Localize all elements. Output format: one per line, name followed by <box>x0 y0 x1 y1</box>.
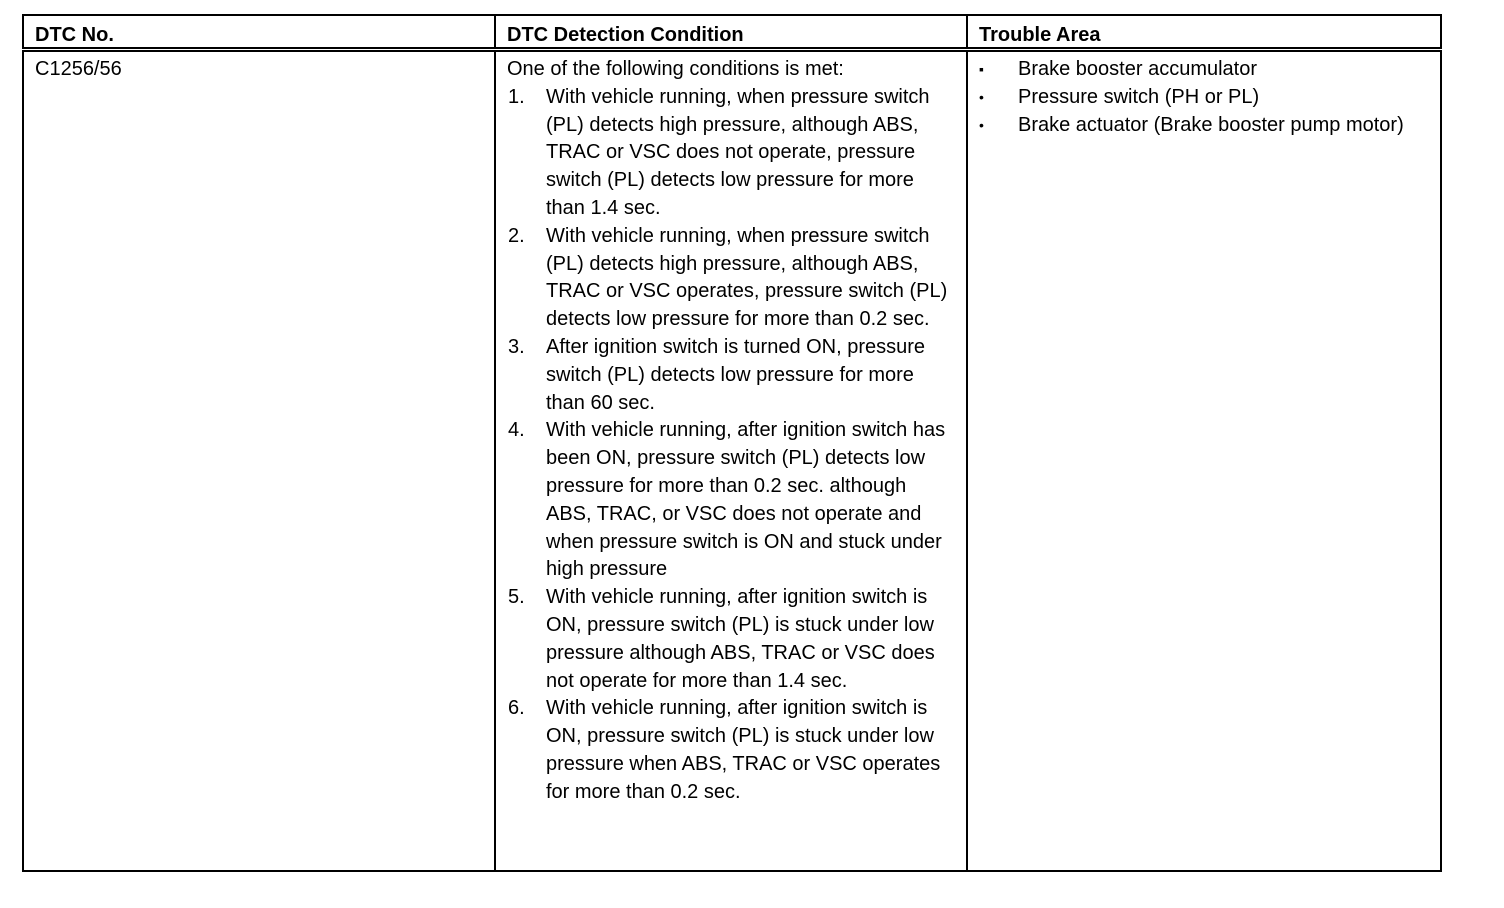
trouble-area-item <box>979 84 1428 112</box>
condition-item <box>507 84 954 223</box>
trouble-area-item <box>979 56 1428 84</box>
condition-number: 4. <box>508 419 525 442</box>
condition-item <box>507 417 954 584</box>
bullet-icon: • <box>979 116 984 133</box>
trouble-area-item <box>979 112 1428 140</box>
header-trouble-area: Trouble Area <box>967 15 1441 50</box>
condition-text: With vehicle running, when pressure switch (PL) detects high pressure, although ABS, TRAC or VSC operates, pressure switch (PL) detects low pressure for more than 0.2 sec. <box>546 224 948 331</box>
condition-item <box>507 334 954 417</box>
header-dtc-no: DTC No. <box>23 15 495 50</box>
trouble-area-text: Brake booster accumulator <box>1018 58 1258 80</box>
header-detection-condition: DTC Detection Condition <box>495 15 967 50</box>
condition-item <box>507 695 954 806</box>
table-row <box>23 50 1441 872</box>
condition-number: 2. <box>508 224 525 247</box>
condition-text: With vehicle running, after ignition switch has been ON, pressure switch (PL) detects low pressure for more than 0.2 sec. although ABS, TRAC, or VSC does not operate and when pressure switch is ON and stuck under high pressure <box>546 419 946 581</box>
condition-number: 3. <box>508 335 525 358</box>
bullet-icon: • <box>979 88 984 105</box>
condition-text: With vehicle running, after ignition switch is ON, pressure switch (PL) is stuck under low pressure although ABS, TRAC or VSC does not operate for more than 1.4 sec. <box>546 586 935 692</box>
bullet-icon: ▪ <box>979 61 984 77</box>
condition-text: With vehicle running, when pressure switch (PL) detects high pressure, although ABS, TRAC or VSC does not operate, pressure switch (PL) detects low pressure for more than 1.4 sec. <box>546 85 930 219</box>
condition-text: With vehicle running, after ignition switch is ON, pressure switch (PL) is stuck under low pressure when ABS, TRAC or VSC operates for more than 0.2 sec. <box>546 697 941 803</box>
trouble-area-cell <box>967 50 1441 872</box>
trouble-area-text: Brake actuator (Brake booster pump motor) <box>1018 113 1404 136</box>
header-row <box>23 15 1441 50</box>
dtc-number-cell: C1256/56 <box>23 50 495 872</box>
condition-item <box>507 584 954 695</box>
trouble-area-text: Pressure switch (PH or PL) <box>1018 85 1260 108</box>
trouble-area-list <box>979 56 1428 139</box>
condition-intro: One of the following conditions is met: <box>507 58 844 80</box>
condition-number: 1. <box>508 85 525 108</box>
dtc-table <box>22 14 1442 872</box>
detection-condition-cell <box>495 50 967 872</box>
condition-list <box>507 84 954 807</box>
condition-number: 6. <box>508 697 525 720</box>
condition-item <box>507 223 954 334</box>
condition-number: 5. <box>508 586 525 609</box>
condition-text: After ignition switch is turned ON, pressure switch (PL) detects low pressure for more than 60 sec. <box>546 335 926 414</box>
